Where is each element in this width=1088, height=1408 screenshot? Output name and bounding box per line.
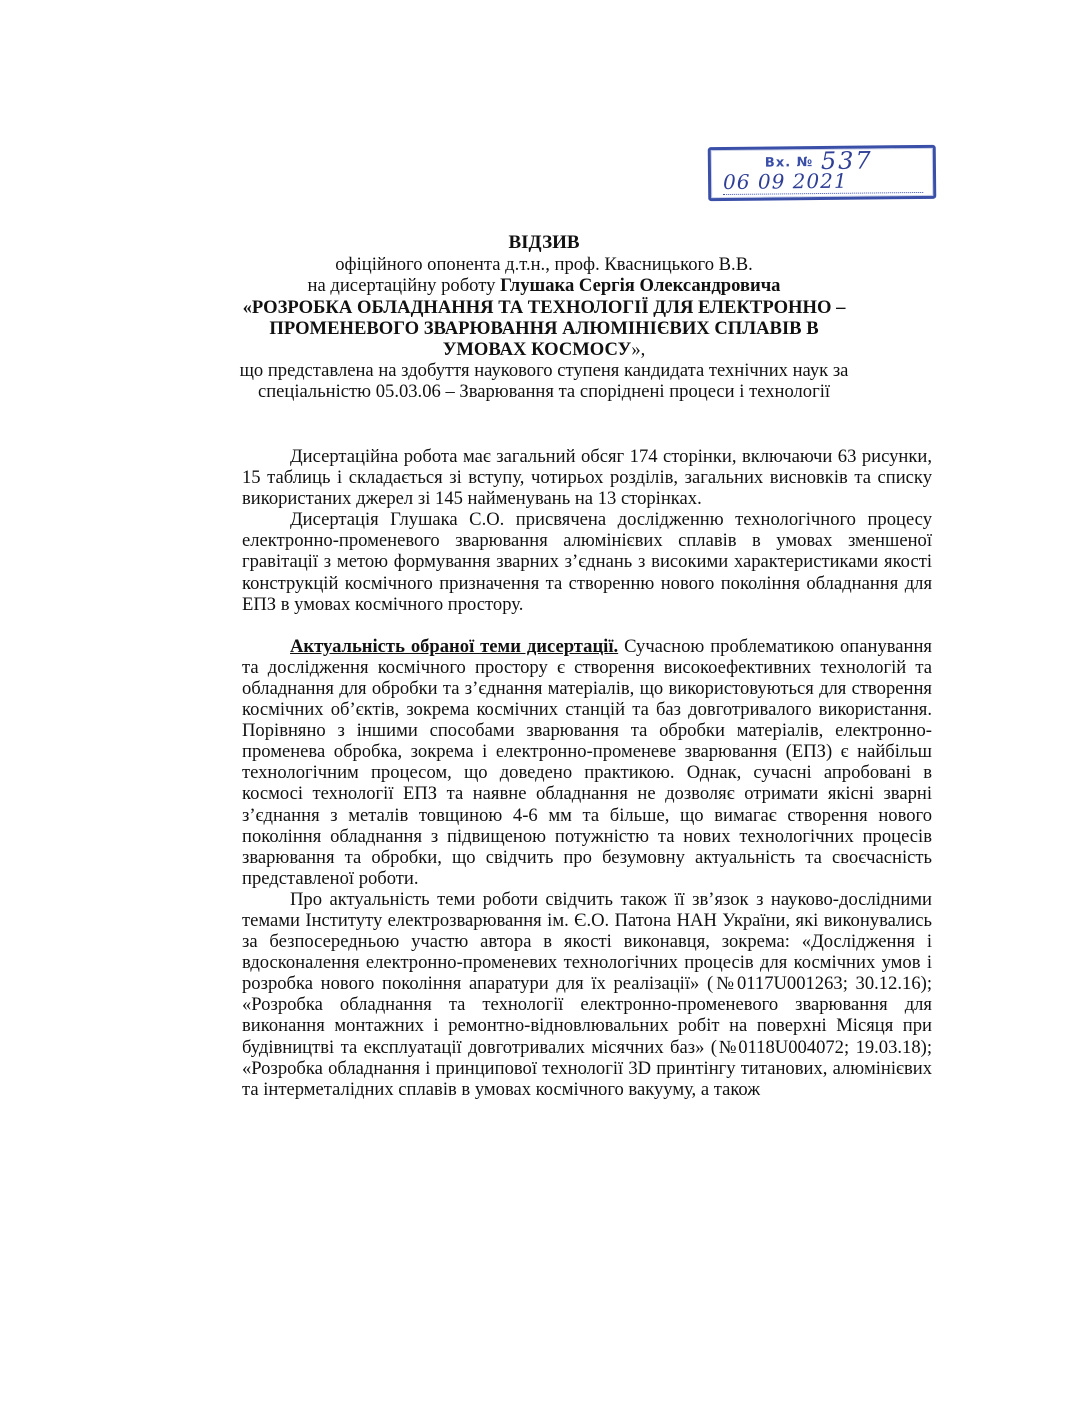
stamp-number: 537 xyxy=(820,146,873,176)
degree-line: що представлена на здобуття наукового ступеня кандидата технічних наук за xyxy=(239,360,849,382)
author-name: Глушака Сергія Олександровича xyxy=(500,275,781,297)
topic-line-2: ПРОМЕНЕВОГО ЗВАРЮВАННЯ АЛЮМІНІЄВИХ СПЛАВІВ В xyxy=(269,317,819,339)
registration-stamp xyxy=(708,145,937,201)
document-title: ВІДЗИВ xyxy=(508,232,580,253)
author-prefix: на дисертаційну роботу xyxy=(307,275,501,297)
stamp-label: Вх. № xyxy=(764,155,814,171)
specialty-line: спеціальністю 05.03.06 – Зварювання та споріднені процеси і технології xyxy=(257,381,831,403)
stamp-row-number xyxy=(711,146,933,176)
paragraph-volume: Дисертаційна робота має загальний обсяг 174 сторінки, включаючи 63 рисунки, 15 таблиць і складається зі вступу, чотирьох розділів, загальних висновків та списку використаних джерел зі 145 найменувань на 13 сторінках. xyxy=(242,446,932,510)
relevance-text: Сучасною проблематикою опанування та дослідження космічного простору є створення високоефективних технологій та обладнання для обробки та з’єднання матеріалів, що використовуються для створення космічних об’єктів, зокрема космічних станцій та баз довготривалого використання. Порівняно з іншими способами зварювання та обробки матеріалів, електронно-променева обробка, зокрема і електронно-променеве зварювання (ЕПЗ) є найбільш технологічним процесом, що доведено практикою. Однак, сучасні апробовані в космосі технології ЕПЗ та наявне обладнання не дозволяє отримати якісні зварні з’єднання з металів товщиною 4-6 мм та більше, що вимагає створення нового покоління обладнання з підвищеною потужністю та нових технологічних процесів зварювання та обробки, що свідчить про безумовну актуальність та своєчасність представленої роботи. xyxy=(242,635,932,889)
document-header xyxy=(200,232,888,403)
stamp-row-date xyxy=(711,168,933,195)
stamp-date: 06 09 2021 xyxy=(722,168,848,195)
paragraph-subject: Дисертація Глушака С.О. присвячена дослідженню технологічного процесу електронно-променевого зварювання алюмінієвих сплавів в умовах зменшеної гравітації з метою формування зварних з’єднань з високими характеристиками якості конструкцій космічного призначення та створенню нового покоління обладнання для ЕПЗ в умовах космічного простору. xyxy=(242,509,932,615)
paragraph-relevance xyxy=(242,636,932,889)
relevance-heading: Актуальність обраної теми дисертації. xyxy=(290,635,619,657)
dissertation-author-line xyxy=(200,275,888,296)
topic-line-3-text: УМОВАХ КОСМОСУ xyxy=(442,339,632,361)
topic-line-3 xyxy=(200,339,888,360)
paragraph-research-topics: Про актуальність теми роботи свідчить також її зв’язок з науково-дослідними темами Інституту електрозварювання ім. Є.О. Патона НАН України, які виконувались за безпосередньою участю автора в якості виконавця, зокрема: «Дослідження і вдосконалення електронно-променевих технологічних процесів для космічних умов і розробка нового покоління апаратури для їх реалізації» (№0117U001263; 30.12.16); «Розробка обладнання та технології електронно-променевого зварювання для виконання монтажних і ремонтно-відновлювальних робіт на поверхні Місяця при будівництві та експлуатації довготривалих місячних баз» (№0118U004072; 19.03.18); «Розробка обладнання і принципової технології 3D принтінгу титанових, алюмінієвих та інтерметалідних сплавів в умовах космічного вакууму, а також xyxy=(242,888,932,1100)
topic-close: », xyxy=(631,339,646,361)
opponent-line: офіційного опонента д.т.н., проф. Квасницького В.В. xyxy=(335,254,753,276)
document-body xyxy=(242,446,932,1100)
topic-line-1: «РОЗРОБКА ОБЛАДНАННЯ ТА ТЕХНОЛОГІЇ ДЛЯ ЕЛЕКТРОННО – xyxy=(242,296,846,318)
